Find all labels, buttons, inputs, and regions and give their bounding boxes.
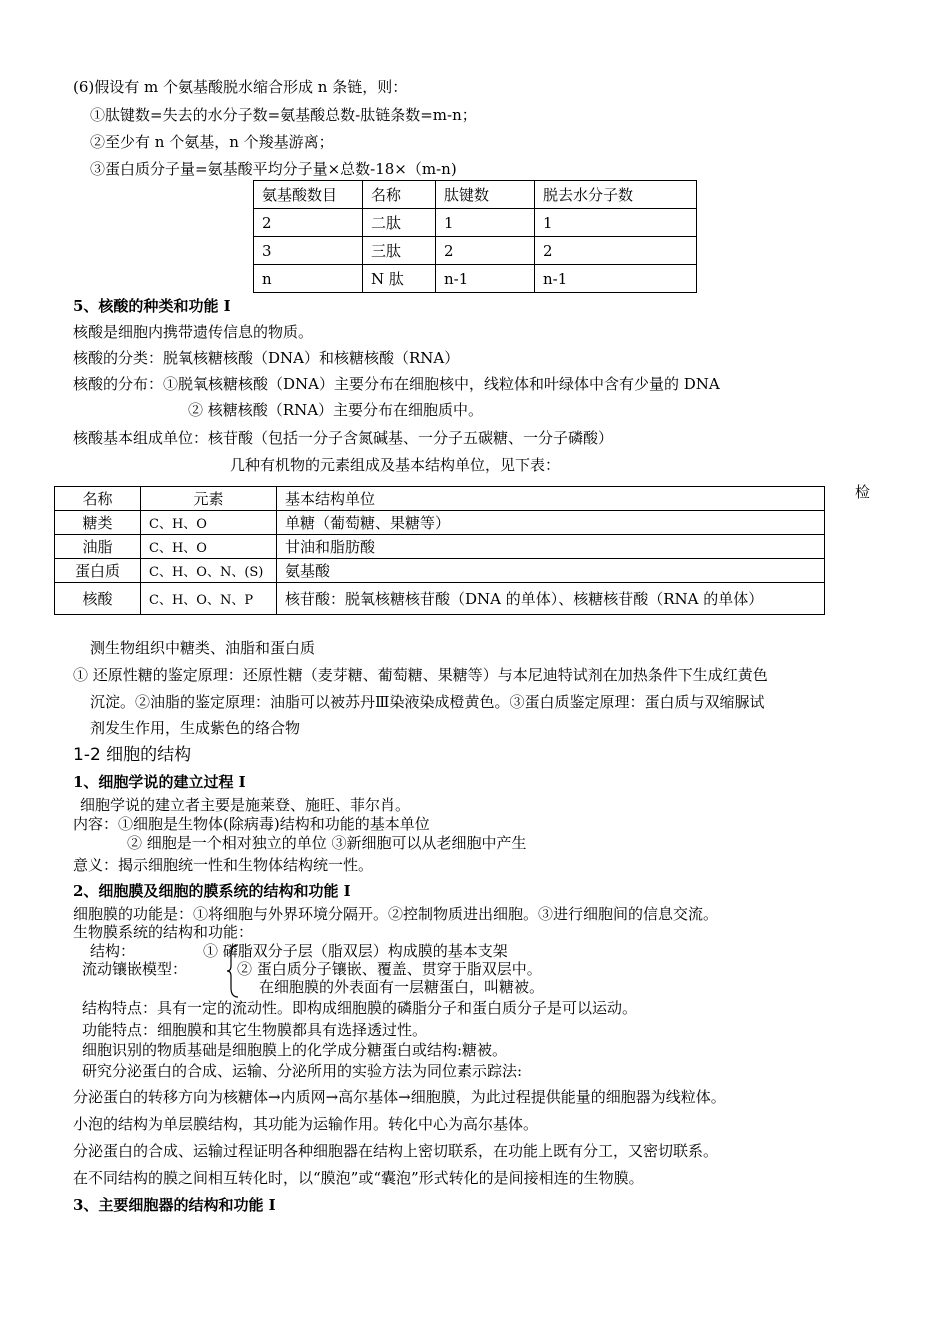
membrane-line-10: 分泌蛋白的转移方向为核糖体→内质网→高尔基体→细胞膜，为此过程提供能量的细胞器为线粒体。	[73, 1088, 726, 1106]
organic-table	[54, 486, 825, 615]
peptide-table	[253, 180, 697, 293]
cell-theory-3: ② 细胞是一个相对独立的单位 ③新细胞可以从老细胞中产生	[127, 834, 527, 852]
table-row	[254, 237, 697, 265]
curly-brace-icon	[226, 944, 240, 998]
nucleic-title: 5、核酸的种类和功能 Ⅰ	[73, 297, 231, 315]
test-line-3: 沉淀。②油脂的鉴定原理：油脂可以被苏丹Ⅲ染液染成橙黄色。③蛋白质鉴定原理：蛋白质与双缩脲试	[90, 693, 765, 711]
membrane-structure-2: ② 蛋白质分子镶嵌、覆盖、贯穿于脂双层中。	[237, 960, 542, 978]
protein-line-6: (6)假设有 m 个氨基酸脱水缩合形成 n 条链，则：	[73, 78, 408, 96]
table-cell: 2	[254, 209, 363, 237]
table-row	[55, 559, 825, 583]
table-cell: C、H、O	[141, 535, 277, 559]
table-cell: 3	[254, 237, 363, 265]
table-header-cell: 名称	[55, 487, 141, 511]
membrane-line-9: 研究分泌蛋白的合成、运输、分泌所用的实验方法为同位素示踪法:	[82, 1062, 523, 1080]
table-cell: 二肽	[363, 209, 436, 237]
membrane-structure-label: 结构：	[90, 942, 136, 960]
section-title-2: 2、细胞膜及细胞的膜系统的结构和功能 Ⅰ	[73, 882, 351, 900]
membrane-line-13: 在不同结构的膜之间相互转化时，以“膜泡”或“囊泡”形式转化的是间接相连的生物膜。	[73, 1169, 644, 1187]
membrane-line-6: 结构特点：具有一定的流动性。即构成细胞膜的磷脂分子和蛋白质分子是可以运动。	[82, 999, 638, 1017]
table-cell: n-1	[535, 265, 697, 293]
nucleic-line-1: 核酸是细胞内携带遗传信息的物质。	[73, 323, 314, 341]
nucleic-line-3: 核酸的分布：①脱氧核糖核酸（DNA）主要分布在细胞核中，线粒体和叶绿体中含有少量的 DNA	[73, 375, 720, 393]
nucleic-line-2: 核酸的分类：脱氧核糖核酸（DNA）和核糖核酸（RNA）	[73, 349, 460, 367]
table-cell: C、H、O、N、(S)	[141, 559, 277, 583]
table-cell: C、H、O	[141, 511, 277, 535]
table-cell: 2	[436, 237, 535, 265]
protein-point-3: ③蛋白质分子量=氨基酸平均分子量×总数-18×（m-n)	[90, 160, 457, 178]
table-row	[55, 583, 825, 615]
membrane-line-11: 小泡的结构为单层膜结构，其功能为运输作用。转化中心为高尔基体。	[73, 1115, 539, 1133]
table-cell: 三肽	[363, 237, 436, 265]
table-cell: 甘油和脂肪酸	[277, 535, 825, 559]
membrane-structure-1: ① 磷脂双分子层（脂双层）构成膜的基本支架	[203, 942, 508, 960]
membrane-line-12: 分泌蛋白的合成、运输过程证明各种细胞器在结构上密切联系，在功能上既有分工，又密切联系。	[73, 1142, 719, 1160]
table-row	[55, 511, 825, 535]
table-header-cell: 脱去水分子数	[535, 181, 697, 209]
test-line-2: ① 还原性糖的鉴定原理：还原性糖（麦芽糖、葡萄糖、果糖等）与本尼迪特试剂在加热条件下生成红黄色	[73, 666, 768, 684]
table-cell: 2	[535, 237, 697, 265]
table-cell: n	[254, 265, 363, 293]
section-title-1: 1、细胞学说的建立过程 Ⅰ	[73, 773, 246, 791]
table-cell: 核苷酸：脱氧核糖核苷酸（DNA 的单体）、核糖核苷酸（RNA 的单体）	[277, 583, 825, 615]
table-cell: N 肽	[363, 265, 436, 293]
table-row	[55, 535, 825, 559]
fluid-mosaic-label: 流动镶嵌模型：	[82, 960, 188, 978]
cell-theory-1: 细胞学说的建立者主要是施莱登、施旺、菲尔肖。	[80, 796, 411, 814]
table-cell: 1	[436, 209, 535, 237]
table-header-cell: 元素	[141, 487, 277, 511]
membrane-structure-3: 在细胞膜的外表面有一层糖蛋白，叫糖被。	[259, 978, 545, 996]
table-cell: 糖类	[55, 511, 141, 535]
test-line-4: 剂发生作用，生成紫色的络合物	[90, 719, 301, 737]
cell-theory-4: 意义：揭示细胞统一性和生物体结构统一性。	[73, 856, 374, 874]
table-header-cell: 氨基酸数目	[254, 181, 363, 209]
section-title-3: 3、主要细胞器的结构和功能 Ⅰ	[73, 1196, 276, 1214]
membrane-line-2: 生物膜系统的结构和功能：	[73, 923, 254, 941]
table-row	[254, 209, 697, 237]
table-cell: 1	[535, 209, 697, 237]
table-cell: 核酸	[55, 583, 141, 615]
table-cell: 油脂	[55, 535, 141, 559]
table-intro: 几种有机物的元素组成及基本结构单位，见下表：	[230, 456, 561, 474]
protein-point-1: ①肽键数=失去的水分子数=氨基酸总数-肽链条数=m-n；	[90, 106, 477, 124]
table-header-cell: 基本结构单位	[277, 487, 825, 511]
table-cell: n-1	[436, 265, 535, 293]
chapter-heading: 1-2 细胞的结构	[73, 745, 192, 765]
membrane-line-8: 细胞识别的物质基础是细胞膜上的化学成分糖蛋白或结构:糖被。	[82, 1041, 508, 1059]
membrane-line-7: 功能特点：细胞膜和其它生物膜都具有选择透过性。	[82, 1021, 428, 1039]
table-header-row	[55, 487, 825, 511]
protein-point-2: ②至少有 n 个氨基，n 个羧基游离；	[90, 133, 334, 151]
cell-theory-2: 内容：①细胞是生物体(除病毒)结构和功能的基本单位	[73, 815, 430, 833]
side-char: 检	[855, 483, 871, 501]
membrane-line-1: 细胞膜的功能是：①将细胞与外界环境分隔开。②控制物质进出细胞。③进行细胞间的信息交流。	[73, 905, 719, 923]
table-cell: 蛋白质	[55, 559, 141, 583]
nucleic-line-4: ② 核糖核酸（RNA）主要分布在细胞质中。	[188, 401, 484, 419]
nucleic-line-5: 核酸基本组成单位：核苷酸（包括一分子含氮碱基、一分子五碳糖、一分子磷酸）	[73, 429, 614, 447]
table-row	[254, 265, 697, 293]
table-cell: 氨基酸	[277, 559, 825, 583]
table-header-cell: 肽键数	[436, 181, 535, 209]
table-header-cell: 名称	[363, 181, 436, 209]
test-line-1: 测生物组织中糖类、油脂和蛋白质	[90, 639, 316, 657]
table-header-row	[254, 181, 697, 209]
table-cell: C、H、O、N、P	[141, 583, 277, 615]
table-cell: 单糖（葡萄糖、果糖等）	[277, 511, 825, 535]
